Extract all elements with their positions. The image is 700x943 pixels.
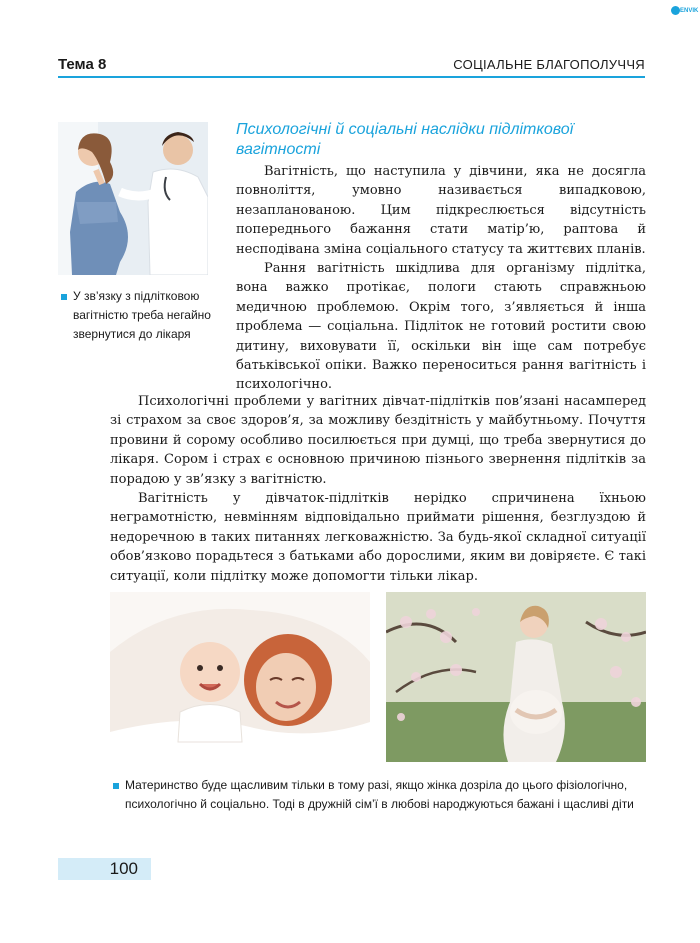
doctor-consultation-photo: [58, 122, 208, 275]
paragraph: Вагітність у дівчаток-підлітків нерідко спричинена їхньою неграмотністю, невмінням відповідально приймати рішення, безглуздою й недоречною в таких питаннях легковажністю. За будь-якої складної ситуації обов’язково порадьтеся з батьками або дорослими, яким ви довіряєте. Є такі ситуації, коли підлітку може допомогти тільки лікар.: [110, 491, 646, 584]
logo-text: ENVIK: [680, 8, 699, 14]
caption-bullet: [61, 294, 67, 300]
logo-circle-icon: [671, 6, 680, 15]
doctor-photo-caption: У зв’язку з підлітковою вагітністю треба негайно звернутися до лікаря: [73, 289, 211, 341]
caption-bullet: [113, 783, 119, 789]
topic-label: Тема 8: [58, 56, 107, 73]
header-divider: [58, 76, 645, 78]
paragraph: Психологічні проблеми у вагітних дівчат-підлітків пов’язані насамперед зі страхом за своє здоров’я, за можливу бездітність у майбутньому. Почуття провини й сорому особливо посилюється при думці, що треба звернутися до лікаря. Сором і страх є основною причиною пізнього звернення підлітків за порадою у зв’язку з вагітністю.: [110, 394, 646, 487]
pregnant-woman-photo: [386, 592, 646, 762]
photos-caption: Материнство буде щасливим тільки в тому разі, якщо жінка дозріла до цього фізіологічно, психологічно й соціально. Тоді в дружній сім’ї в любові народжуються бажані і щасливі діти: [125, 778, 634, 811]
page-header: [58, 54, 645, 78]
section-subheading: Психологічні й соціальні наслідки підліткової вагітності: [236, 121, 574, 158]
page-number-box: [58, 858, 151, 880]
paragraph: Рання вагітність шкідлива для організму підлітка, вона важко протікає, пологи стають справжньою медичною проблемою. Окрім того, з’являється й інша проблема — соціальна. Підліток не готовий ростити свою дитину, виховувати її, оскільки він іще сам потребує батьківської опіки. Важко переноситься рання вагітність і психологічно.: [236, 261, 646, 393]
page-number: 100: [109, 859, 138, 878]
publisher-logo: [671, 6, 698, 16]
section-title: СОЦІАЛЬНЕ БЛАГОПОЛУЧЧЯ: [453, 57, 645, 72]
paragraph: Вагітність, що наступила у дівчини, яка не досягла повноліття, умовно називається випадковою, незапланованою. Цим підкреслюється відсутність попереднього бажання стати матір’ю, раптова й несподівана зміна соціального статусу та життєвих планів.: [236, 164, 646, 257]
mother-baby-photo: [110, 592, 370, 762]
